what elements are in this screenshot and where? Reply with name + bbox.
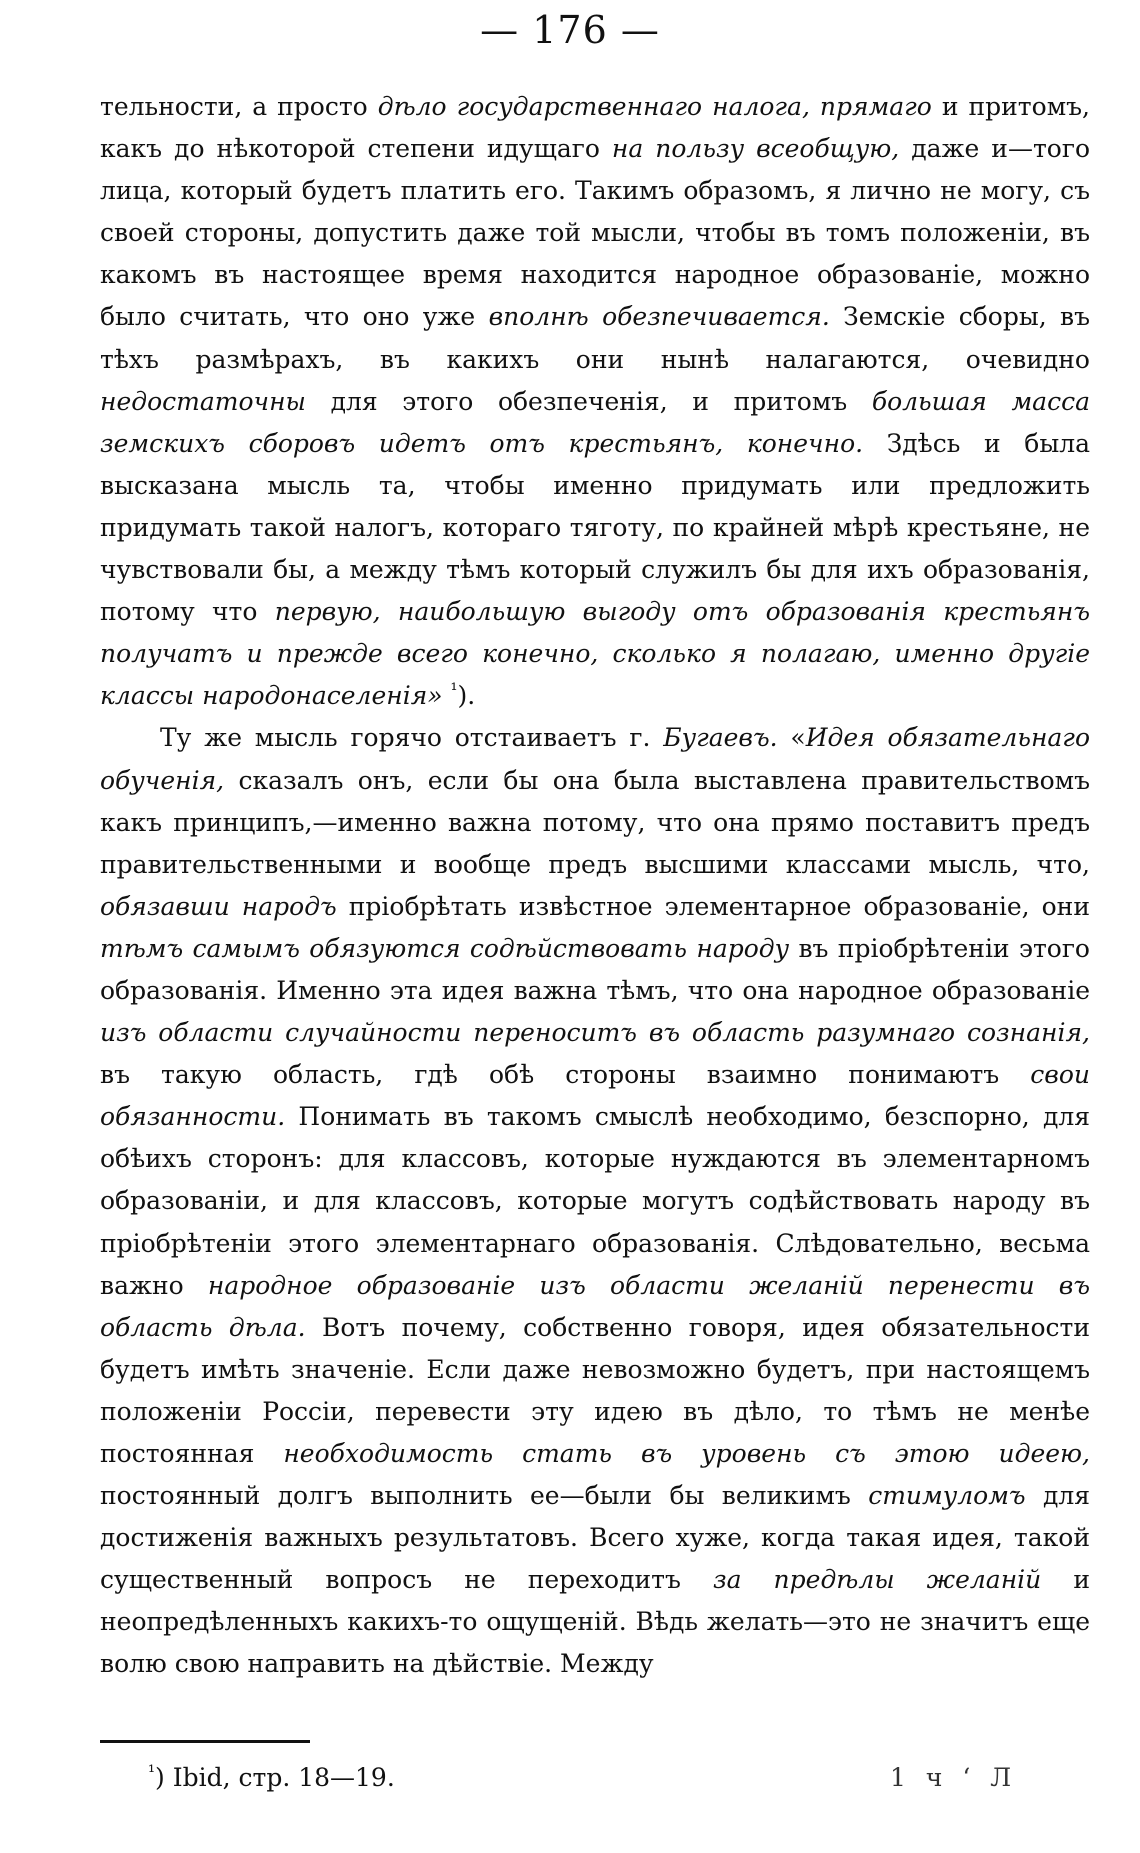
text-segment: Здѣсь и была высказана мысль та, чтобы именно придумать или предложить придумать такой налогъ, котораго тяготу, по крайней мѣрѣ крестьяне, не чувствовали бы, а между тѣмъ который служилъ бы для ихъ образованія, потому что bbox=[100, 428, 1090, 627]
text-segment: тельности, а просто bbox=[100, 92, 378, 121]
emphasis-text: необходимость стать въ уровень съ этою идеею, bbox=[283, 1439, 1090, 1468]
text-segment: въ такую область, гдѣ обѣ стороны взаимно понимаютъ bbox=[100, 1060, 1031, 1090]
text-segment: « bbox=[777, 723, 806, 753]
text-segment: сказалъ онъ, если бы она была выставлена правительствомъ какъ принципъ,—именно важна потому, что она прямо поставитъ предъ правительственными и вообще предъ высшими классами мысль, что, bbox=[100, 765, 1090, 879]
emphasis-text: на пользу всеобщую, bbox=[611, 134, 900, 164]
text-segment: Земскіе сборы, въ тѣхъ размѣрахъ, въ какихъ они нынѣ налагаются, очевидно bbox=[100, 302, 1090, 374]
text-segment: даже и—того лица, который будетъ платить его. Такимъ образомъ, я лично не могу, съ своей стороны, допустить даже той мысли, чтобы въ томъ положеніи, въ какомъ въ настоящее время находится народное образованіе, можно было считать, что оно уже bbox=[100, 134, 1090, 332]
emphasis-text: свои обязанности. bbox=[100, 1060, 1090, 1132]
emphasis-text: вполнѣ обезпечивается. bbox=[488, 302, 830, 332]
text-segment: въ пріобрѣтеніи этого образованія. Именно эта идея важна тѣмъ, что она народное образованіе bbox=[100, 933, 1090, 1005]
footnote-marker: ¹ bbox=[148, 1762, 156, 1783]
emphasis-text: за предѣлы желаній bbox=[712, 1565, 1042, 1595]
body-text bbox=[100, 86, 1090, 1686]
text-segment: Вотъ почему, собственно говоря, идея обязательности будетъ имѣть значеніе. Если даже невозможно будетъ, при настоящемъ положеніи Россіи, перевести эту идею въ дѣло, то тѣмъ не менѣе постоянная bbox=[100, 1312, 1090, 1468]
paragraph bbox=[100, 717, 1090, 1685]
paragraph bbox=[100, 86, 1090, 717]
text-segment: ). bbox=[457, 681, 476, 711]
emphasis-text: дѣло государственнаго налога, прямаго bbox=[377, 92, 932, 121]
footnote-rule bbox=[100, 1740, 310, 1743]
text-segment: и притомъ, какъ до нѣкоторой степени идущаго bbox=[100, 92, 1090, 164]
text-segment: Ту же мысль горячо отстаиваетъ г. bbox=[160, 723, 664, 753]
emphasis-text: недостаточны bbox=[100, 386, 306, 416]
text-segment: для этого обезпеченія, и притомъ bbox=[305, 386, 872, 416]
text-segment: для достиженія важныхъ результатовъ. Всего хуже, когда такая идея, такой существенный вопросъ не переходитъ bbox=[100, 1481, 1091, 1595]
footnote-reference: ¹ bbox=[450, 680, 458, 701]
emphasis-text: Бугаевъ. bbox=[663, 723, 778, 753]
emphasis-text: стимуломъ bbox=[868, 1481, 1026, 1511]
text-segment: Понимать въ такомъ смыслѣ необходимо, безспорно, для обѣихъ сторонъ: для классовъ, которые нуждаются въ элементарномъ образованіи, и для классовъ, которые могутъ содѣйствовать народу въ пріобрѣтеніи этого элементарнаго образованія. Слѣдовательно, весьма важно bbox=[100, 1102, 1090, 1300]
emphasis-text: тѣмъ самымъ обязуются содѣйствовать народу bbox=[100, 933, 790, 963]
text-segment: и неопредѣленныхъ какихъ-то ощущеній. Вѣдь желать—это не значитъ еще волю свою направить на дѣйствіе. Между bbox=[100, 1565, 1090, 1679]
text-segment bbox=[443, 681, 451, 710]
text-segment: пріобрѣтать извѣстное элементарное образованіе, они bbox=[336, 891, 1090, 921]
page-number: — 176 — bbox=[480, 8, 660, 52]
emphasis-text: большая масса земскихъ сборовъ идетъ отъ крестьянъ, конечно. bbox=[100, 386, 1090, 458]
emphasis-text: изъ области случайности переноситъ въ область разумнаго сознанія, bbox=[100, 1018, 1090, 1048]
emphasis-text: народное образованіе изъ области желаній перенести въ область дѣла. bbox=[100, 1270, 1090, 1342]
stray-marks: 1 ч ‘ Л bbox=[890, 1763, 1018, 1792]
emphasis-text: Идея обязательнаго обученія, bbox=[100, 723, 1090, 795]
emphasis-text: обязавши народъ bbox=[100, 891, 337, 921]
emphasis-text: первую, наибольшую выгоду отъ образованія крестьянъ получатъ и прежде всего конечно, сколько я полагаю, именно другіе классы народонаселенія» bbox=[100, 597, 1090, 711]
footnote-text: ) Ibid, стр. 18—19. bbox=[155, 1763, 395, 1792]
text-segment: постоянный долгъ выполнить ее—были бы великимъ bbox=[100, 1481, 869, 1511]
